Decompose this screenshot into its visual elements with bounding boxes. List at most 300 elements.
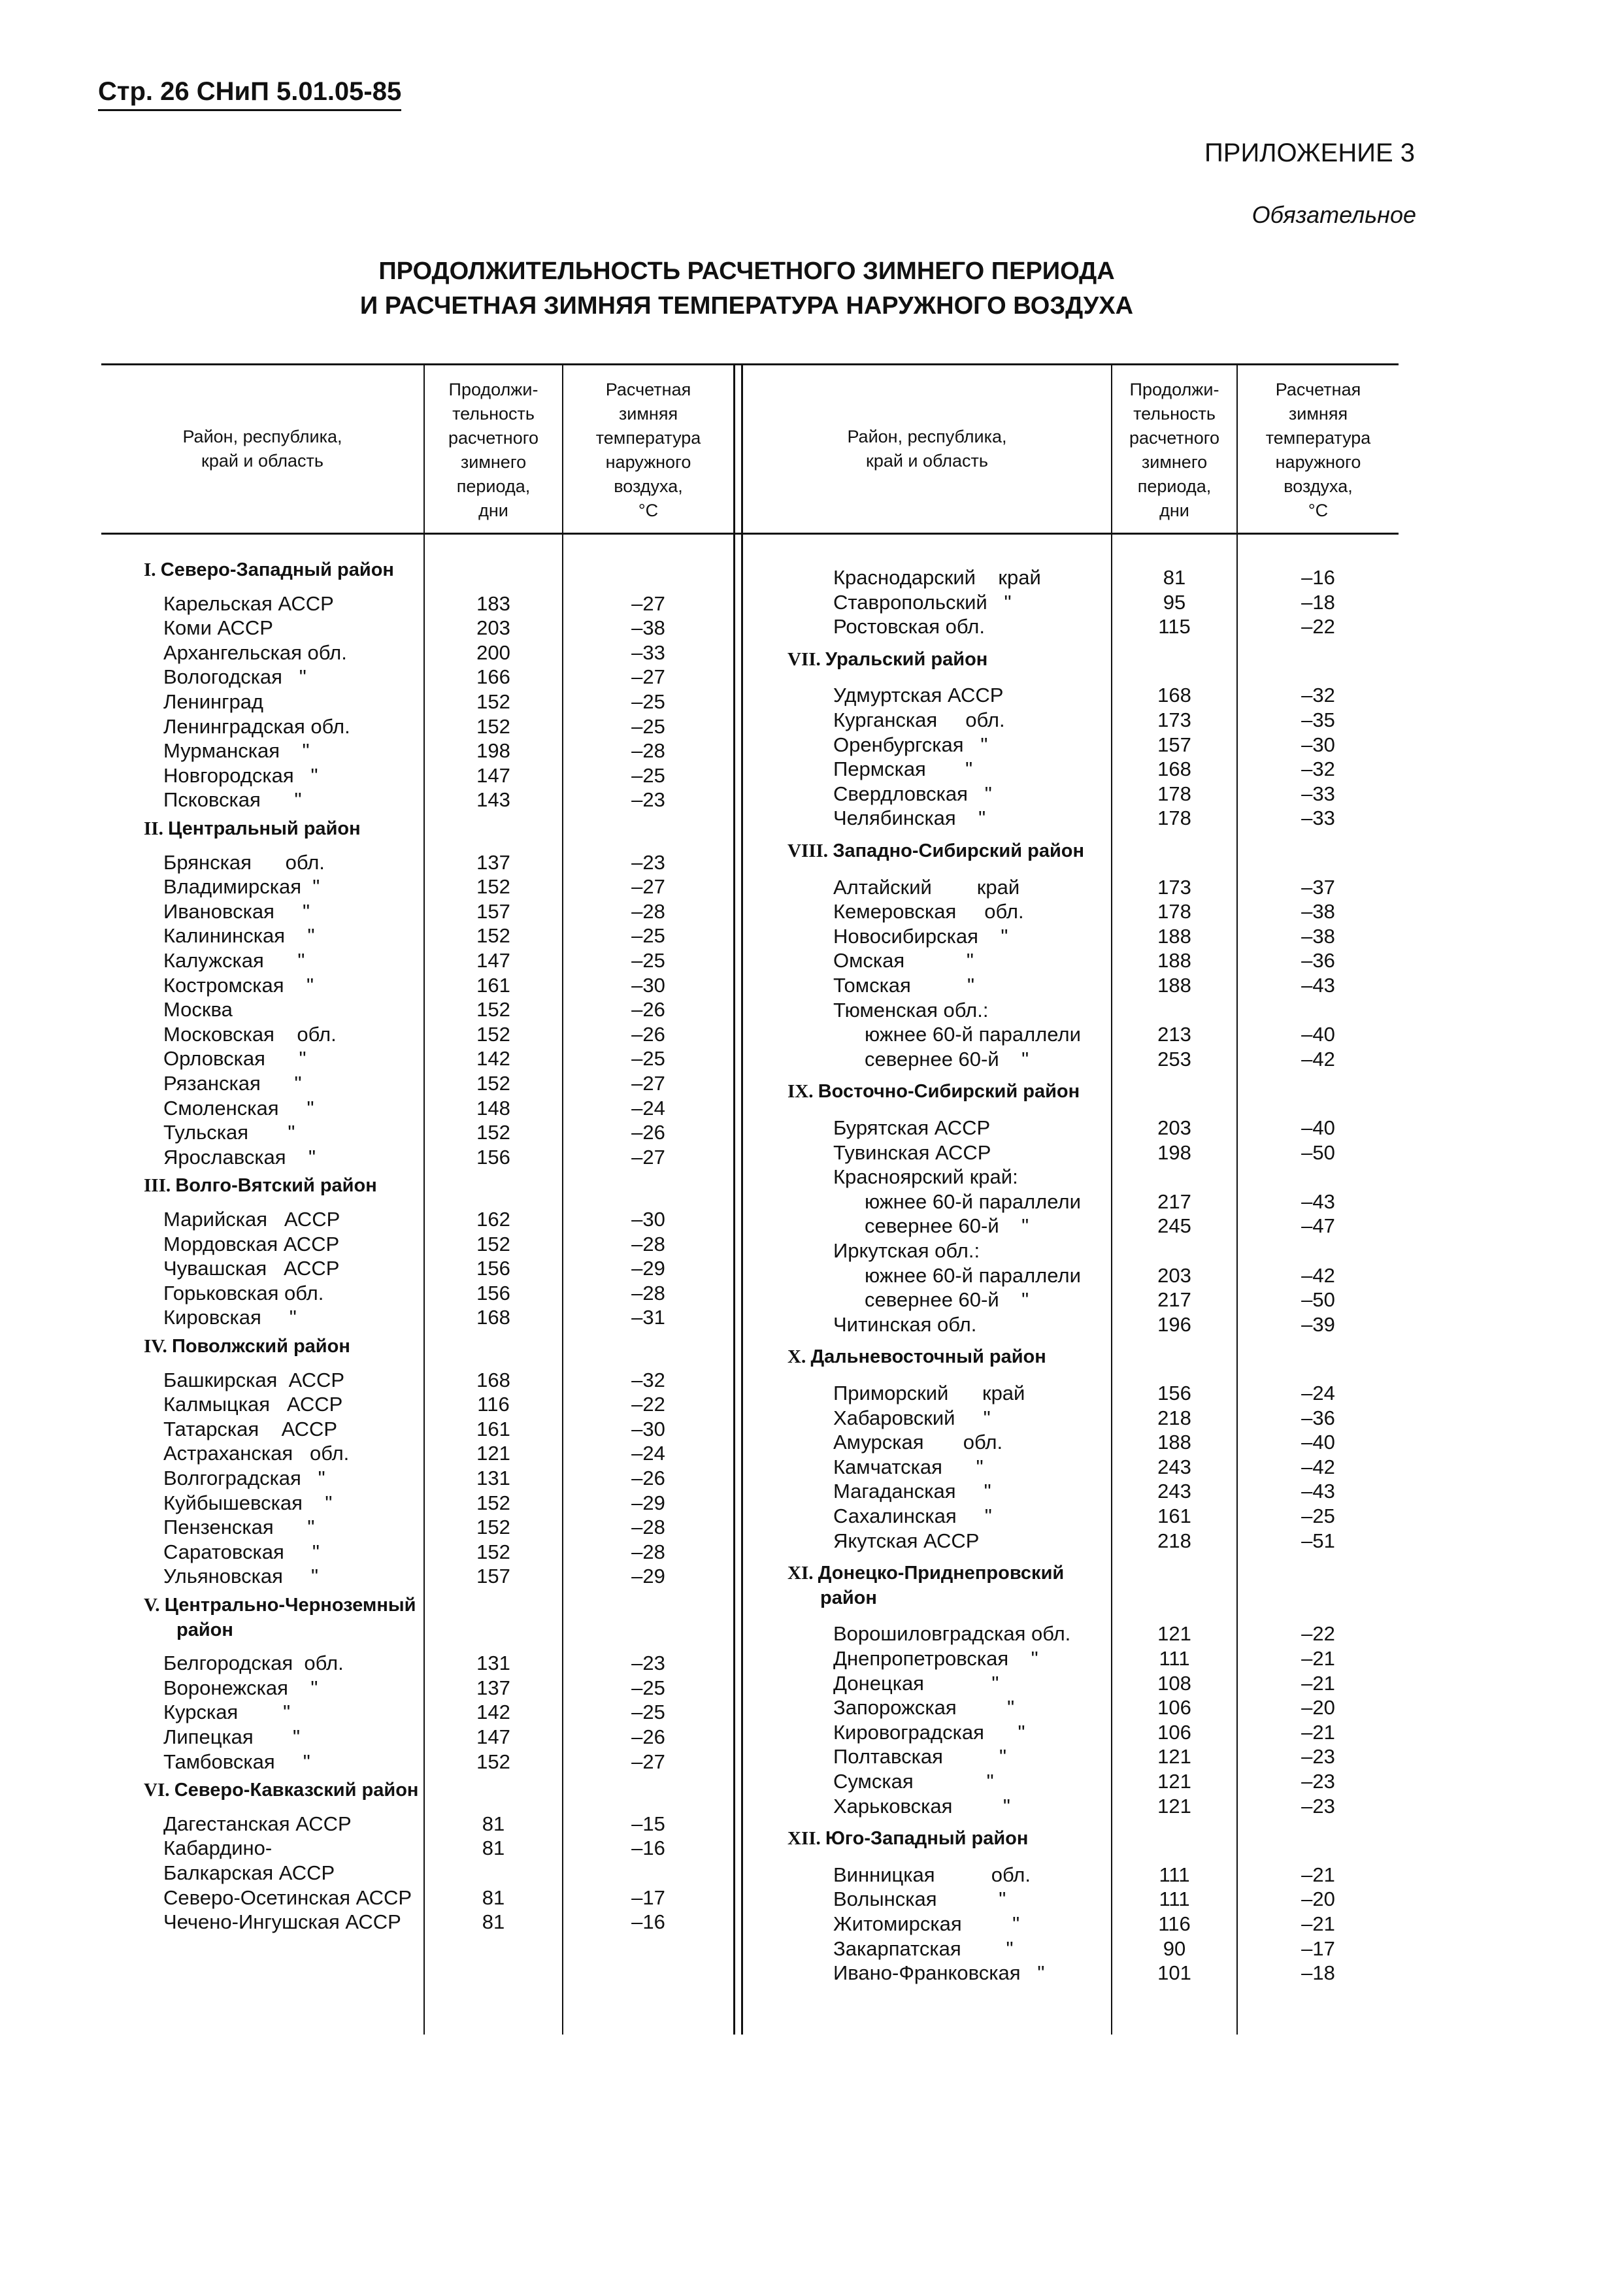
right-row-name: Пермская "	[833, 757, 973, 781]
right-row-temperature: –43	[1301, 1189, 1335, 1213]
right-row-temperature: –25	[1301, 1504, 1335, 1527]
left-row-duration: 203	[476, 616, 510, 640]
left-row-duration: 161	[476, 973, 510, 997]
left-row-duration: 156	[476, 1257, 510, 1280]
right-row-duration: 168	[1157, 757, 1191, 781]
right-row-duration: 253	[1157, 1047, 1191, 1071]
left-row-duration: 131	[476, 1652, 510, 1675]
right-row-temperature: –33	[1301, 782, 1335, 805]
right-row-name: Томская "	[833, 974, 974, 997]
left-row-name: Саратовская "	[163, 1540, 320, 1563]
right-row-temperature: –35	[1301, 708, 1335, 731]
left-row-name: Коми АССР	[163, 616, 273, 640]
left-row-temperature: –28	[631, 1232, 665, 1255]
right-row-name: Харьковская "	[833, 1794, 1010, 1818]
region-name: Северо-Западный район	[160, 559, 394, 580]
right-row-duration: 90	[1163, 1937, 1186, 1960]
left-row-temperature: –16	[631, 1837, 665, 1860]
right-region-heading	[787, 1561, 1064, 1585]
region-number: XII.	[787, 1828, 826, 1850]
left-region-heading-cont: район	[176, 1619, 233, 1640]
left-row-duration: 81	[482, 1812, 505, 1835]
left-row-temperature: –22	[631, 1393, 665, 1416]
right-row-duration: 196	[1157, 1312, 1191, 1336]
right-row-duration: 203	[1157, 1116, 1191, 1139]
right-row-duration: 156	[1157, 1382, 1191, 1405]
left-row-temperature: –26	[631, 1121, 665, 1144]
left-row-temperature: –25	[631, 714, 665, 738]
left-row-temperature: –24	[631, 1442, 665, 1465]
left-row-temperature: –27	[631, 1145, 665, 1169]
right-row-name: Курганская обл.	[833, 708, 1005, 731]
left-row-temperature: –30	[631, 973, 665, 997]
right-row-temperature: –50	[1301, 1288, 1335, 1312]
left-row-duration: 161	[476, 1417, 510, 1440]
right-row-name: Челябинская "	[833, 806, 986, 830]
right-row-temperature: –40	[1301, 1116, 1335, 1139]
left-row-temperature: –38	[631, 616, 665, 640]
right-row-name: Бурятская АССР	[833, 1116, 991, 1139]
right-header-temperature: Расчетная зимняя температура наружного воздуха, °С	[1265, 380, 1371, 520]
left-row-duration: 121	[476, 1442, 510, 1465]
right-header-duration: Продолжи- тельность расчетного зимнего периода, дни	[1129, 380, 1219, 520]
left-row-name: Башкирская АССР	[163, 1368, 345, 1391]
right-row-temperature: –38	[1301, 900, 1335, 923]
left-row-name: Марийская АССР	[163, 1208, 340, 1231]
left-region-heading	[144, 1335, 350, 1358]
right-row-duration: 217	[1157, 1288, 1191, 1312]
right-row-duration: 217	[1157, 1189, 1191, 1213]
region-name: Центрально-Черноземный	[164, 1595, 416, 1616]
left-row-duration: 152	[476, 714, 510, 738]
right-row-name: Магаданская "	[833, 1480, 991, 1503]
right-row-temperature: –42	[1301, 1263, 1335, 1287]
left-row-temperature: –26	[631, 1725, 665, 1748]
left-row-name: Мурманская "	[163, 739, 310, 763]
right-row-duration: 243	[1157, 1455, 1191, 1478]
right-row-duration: 243	[1157, 1480, 1191, 1503]
left-row-duration: 166	[476, 665, 510, 689]
left-row-temperature: –28	[631, 1540, 665, 1563]
right-row-duration: 111	[1159, 1887, 1190, 1911]
left-row-temperature: –28	[631, 1281, 665, 1305]
left-row-temperature: –28	[631, 739, 665, 763]
left-header-temperature: Расчетная зимняя температура наружного воздуха, °С	[595, 380, 701, 520]
mandatory-label: Обязательное	[1251, 201, 1416, 228]
left-row-name: Куйбышевская "	[163, 1491, 333, 1514]
left-row-temperature: –15	[631, 1812, 665, 1835]
left-row-duration: 152	[476, 1022, 510, 1046]
right-row-temperature: –36	[1301, 949, 1335, 972]
right-row-duration: 101	[1157, 1961, 1191, 1985]
left-row-temperature: –17	[631, 1886, 665, 1909]
left-row-duration: 152	[476, 1121, 510, 1144]
right-row-name: Алтайский край	[833, 875, 1020, 899]
region-name: Дальневосточный район	[810, 1346, 1046, 1368]
right-row-name: Донецкая "	[833, 1671, 999, 1695]
left-row-name: Чечено-Ингушская АССР	[163, 1910, 401, 1934]
left-row-temperature: –29	[631, 1257, 665, 1280]
left-row-name: Калининская "	[163, 924, 315, 948]
left-row-duration: 147	[476, 1725, 510, 1748]
right-row-name: севернее 60-й "	[865, 1214, 1029, 1238]
region-name: Донецко-Приднепровский	[818, 1563, 1065, 1584]
left-row-temperature: –25	[631, 1676, 665, 1699]
table-top-rule	[101, 363, 1399, 365]
left-row-temperature: –31	[631, 1306, 665, 1329]
right-row-temperature: –18	[1301, 1961, 1335, 1985]
left-row-name: Тульская "	[163, 1121, 295, 1144]
left-row-name: Курская "	[163, 1701, 291, 1724]
right-row-name: Амурская обл.	[833, 1431, 1003, 1454]
right-row-temperature: –42	[1301, 1047, 1335, 1071]
left-row-name: Архангельская обл.	[163, 640, 347, 664]
right-row-duration: 121	[1157, 1745, 1191, 1769]
right-row-name: Тувинская АССР	[833, 1140, 991, 1164]
right-row-name: Днепропетровская "	[833, 1647, 1038, 1670]
right-region-heading	[787, 839, 1084, 863]
right-region-heading-cont: район	[820, 1587, 877, 1608]
left-row-name: Ленинград	[163, 690, 264, 713]
left-row-duration: 152	[476, 1750, 510, 1773]
region-number: VI.	[144, 1780, 174, 1801]
region-name: Центральный район	[168, 818, 361, 839]
left-row-name: Рязанская "	[163, 1072, 302, 1095]
right-row-temperature: –18	[1301, 590, 1335, 614]
left-region-heading	[144, 1778, 418, 1802]
right-row-name: Кемеровская обл.	[833, 900, 1024, 923]
right-row-temperature: –36	[1301, 1406, 1335, 1429]
region-number: I.	[144, 559, 161, 580]
right-row-name: Ивано-Франковская "	[833, 1961, 1045, 1985]
right-row-duration: 173	[1157, 875, 1191, 899]
right-row-name: Якутская АССР	[833, 1529, 980, 1552]
right-row-temperature: –21	[1301, 1671, 1335, 1695]
right-row-duration: 121	[1157, 1794, 1191, 1818]
right-row-name: южнее 60-й параллели	[865, 1263, 1081, 1287]
left-row-duration: 147	[476, 763, 510, 787]
region-number: IX.	[787, 1081, 818, 1103]
left-row-duration: 81	[482, 1886, 505, 1909]
right-row-name: Полтавская "	[833, 1745, 1007, 1769]
right-row-duration: 106	[1157, 1696, 1191, 1720]
right-row-name: Закарпатская "	[833, 1937, 1014, 1960]
left-row-temperature: –27	[631, 1750, 665, 1773]
right-row-duration: 178	[1157, 806, 1191, 830]
left-row-duration: 162	[476, 1208, 510, 1231]
left-row-name-cont: Балкарская АССР	[163, 1861, 335, 1884]
region-number: III.	[144, 1175, 176, 1197]
left-row-temperature: –23	[631, 850, 665, 874]
right-row-name: Красноярский край:	[833, 1165, 1018, 1189]
right-row-temperature: –32	[1301, 684, 1335, 707]
left-row-duration: 81	[482, 1837, 505, 1860]
left-row-temperature: –23	[631, 1652, 665, 1675]
left-row-name: Ленинградская обл.	[163, 714, 350, 738]
left-row-duration: 116	[477, 1393, 510, 1416]
right-row-temperature: –21	[1301, 1647, 1335, 1670]
right-row-name: Свердловская "	[833, 782, 992, 805]
right-row-duration: 188	[1157, 974, 1191, 997]
left-row-name: Смоленская "	[163, 1096, 314, 1120]
left-row-name: Белгородская обл.	[163, 1652, 344, 1675]
right-row-name: Новосибирская "	[833, 924, 1008, 948]
left-row-temperature: –29	[631, 1565, 665, 1588]
left-row-temperature: –28	[631, 899, 665, 923]
right-row-name: Тюменская обл.:	[833, 998, 989, 1022]
left-header-region: Район, республика, край и область	[182, 427, 342, 471]
left-row-name: Северо-Осетинская АССР	[163, 1886, 412, 1909]
right-row-duration: 95	[1163, 590, 1186, 614]
right-row-name: Омская "	[833, 949, 974, 972]
left-row-name: Новгородская "	[163, 763, 318, 787]
center-divider-a	[733, 365, 735, 2035]
left-row-temperature: –25	[631, 690, 665, 713]
right-row-duration: 116	[1158, 1912, 1191, 1935]
right-row-temperature: –20	[1301, 1887, 1335, 1911]
region-name: Поволжский район	[172, 1336, 350, 1357]
left-row-name: Владимирская "	[163, 875, 320, 899]
left-row-duration: 148	[476, 1096, 510, 1120]
right-row-name: Волынская "	[833, 1887, 1006, 1911]
left-row-temperature: –26	[631, 1022, 665, 1046]
left-row-name: Кабардино-	[163, 1837, 273, 1860]
right-row-duration: 198	[1157, 1140, 1191, 1164]
left-row-duration: 142	[476, 1047, 510, 1071]
left-row-temperature: –26	[631, 998, 665, 1022]
right-row-temperature: –39	[1301, 1312, 1335, 1336]
left-row-name: Орловская "	[163, 1047, 307, 1071]
right-row-temperature: –22	[1301, 1622, 1335, 1646]
left-row-name: Липецкая "	[163, 1725, 301, 1748]
right-row-name: Приморский край	[833, 1382, 1025, 1405]
left-row-name: Татарская АССР	[163, 1417, 338, 1440]
region-name: Северо-Кавказский район	[174, 1780, 419, 1801]
left-row-name: Волгоградская "	[163, 1467, 325, 1489]
left-row-duration: 152	[476, 690, 510, 713]
right-region-heading	[787, 1080, 1080, 1103]
left-row-name: Тамбовская "	[163, 1750, 310, 1773]
left-row-temperature: –25	[631, 1047, 665, 1071]
left-row-name: Московская обл.	[163, 1022, 337, 1046]
title-line-1: ПРОДОЛЖИТЕЛЬНОСТЬ РАСЧЕТНОГО ЗИМНЕГО ПЕРИОДА	[378, 258, 1115, 285]
left-row-duration: 152	[476, 1232, 510, 1255]
right-row-name: южнее 60-й параллели	[865, 1189, 1081, 1213]
left-row-name: Горьковская обл.	[163, 1281, 324, 1305]
right-row-duration: 111	[1159, 1863, 1190, 1886]
left-row-name: Ульяновская "	[163, 1565, 318, 1588]
left-row-duration: 152	[476, 1491, 510, 1514]
left-row-duration: 152	[476, 1540, 510, 1563]
right-row-name: Запорожская "	[833, 1696, 1015, 1720]
left-row-duration: 168	[476, 1306, 510, 1329]
table-header-rule	[101, 533, 1399, 535]
right-row-duration: 245	[1157, 1214, 1191, 1238]
right-row-duration: 218	[1157, 1406, 1191, 1429]
left-row-duration: 183	[476, 591, 510, 615]
left-row-duration: 152	[476, 998, 510, 1022]
left-row-duration: 152	[476, 1072, 510, 1095]
left-row-temperature: –27	[631, 875, 665, 899]
right-row-duration: 121	[1157, 1622, 1191, 1646]
right-row-name: Ворошиловградская обл.	[833, 1622, 1071, 1646]
right-row-temperature: –42	[1301, 1455, 1335, 1478]
page-header: Стр. 26 СНиП 5.01.05-85	[98, 77, 401, 111]
right-row-temperature: –17	[1301, 1937, 1335, 1960]
left-region-heading	[144, 817, 361, 840]
right-row-duration: 203	[1157, 1263, 1191, 1287]
right-row-name: Камчатская "	[833, 1455, 984, 1478]
left-row-name: Калужская "	[163, 949, 305, 972]
right-row-temperature: –23	[1301, 1794, 1335, 1818]
left-row-duration: 137	[476, 850, 510, 874]
left-row-name: Брянская обл.	[163, 850, 325, 874]
right-row-name: Хабаровский "	[833, 1406, 991, 1429]
right-row-temperature: –51	[1301, 1529, 1335, 1552]
left-row-duration: 81	[482, 1910, 505, 1934]
right-row-temperature: –32	[1301, 757, 1335, 781]
right-row-temperature: –40	[1301, 1023, 1335, 1046]
region-name: Восточно-Сибирский район	[818, 1081, 1080, 1103]
region-number: X.	[787, 1346, 811, 1368]
left-row-temperature: –23	[631, 788, 665, 812]
right-row-duration: 213	[1157, 1023, 1191, 1046]
left-row-name: Чувашская АССР	[163, 1257, 340, 1280]
left-row-duration: 142	[476, 1701, 510, 1724]
left-region-heading	[144, 558, 394, 582]
left-row-name: Кировская "	[163, 1306, 297, 1329]
left-row-temperature: –24	[631, 1096, 665, 1120]
right-row-name: Иркутская обл.:	[833, 1239, 980, 1262]
left-row-duration: 152	[476, 875, 510, 899]
right-row-duration: 111	[1159, 1647, 1190, 1670]
right-row-temperature: –50	[1301, 1140, 1335, 1164]
right-row-name: севернее 60-й "	[865, 1288, 1029, 1312]
left-row-duration: 200	[476, 640, 510, 664]
left-row-duration: 156	[476, 1281, 510, 1305]
left-row-temperature: –25	[631, 1701, 665, 1724]
right-row-temperature: –21	[1301, 1720, 1335, 1744]
left-row-duration: 131	[476, 1467, 510, 1489]
left-row-temperature: –25	[631, 924, 665, 948]
right-row-name: Читинская обл.	[833, 1312, 977, 1336]
right-region-heading	[787, 648, 987, 671]
left-row-temperature: –27	[631, 665, 665, 689]
right-row-name: Житомирская "	[833, 1912, 1020, 1935]
right-row-duration: 173	[1157, 708, 1191, 731]
left-row-temperature: –29	[631, 1491, 665, 1514]
right-row-temperature: –21	[1301, 1912, 1335, 1935]
left-row-duration: 152	[476, 1516, 510, 1539]
left-row-name: Пензенская "	[163, 1516, 315, 1539]
right-header-region: Район, республика, край и область	[847, 427, 1007, 471]
right-row-duration: 121	[1157, 1770, 1191, 1793]
right-row-temperature: –22	[1301, 615, 1335, 639]
left-row-name: Ивановская "	[163, 899, 310, 923]
right-row-duration: 108	[1157, 1671, 1191, 1695]
right-row-duration: 81	[1163, 566, 1186, 589]
left-row-duration: 147	[476, 949, 510, 972]
left-row-temperature: –30	[631, 1208, 665, 1231]
right-row-temperature: –16	[1301, 566, 1335, 589]
right-row-temperature: –20	[1301, 1696, 1335, 1720]
right-row-duration: 115	[1158, 615, 1191, 639]
left-row-temperature: –25	[631, 949, 665, 972]
left-row-temperature: –30	[631, 1417, 665, 1440]
region-number: VII.	[787, 648, 826, 670]
right-row-temperature: –23	[1301, 1745, 1335, 1769]
left-row-name: Ярославская "	[163, 1145, 316, 1169]
region-number: II.	[144, 818, 169, 839]
left-row-duration: 156	[476, 1145, 510, 1169]
right-row-duration: 218	[1157, 1529, 1191, 1552]
left-row-duration: 137	[476, 1676, 510, 1699]
right-region-heading	[787, 1345, 1046, 1369]
left-row-temperature: –28	[631, 1516, 665, 1539]
right-row-duration: 157	[1157, 733, 1191, 756]
left-row-name: Карельская АССР	[163, 591, 334, 615]
left-row-name: Псковская "	[163, 788, 302, 812]
appendix-label: ПРИЛОЖЕНИЕ 3	[1204, 139, 1415, 167]
left-row-temperature: –27	[631, 591, 665, 615]
left-row-temperature: –16	[631, 1910, 665, 1934]
right-row-duration: 168	[1157, 684, 1191, 707]
left-row-temperature: –26	[631, 1467, 665, 1489]
left-row-duration: 143	[476, 788, 510, 812]
center-divider-b	[741, 365, 743, 2035]
region-number: VIII.	[787, 840, 833, 861]
right-row-name: Сумская "	[833, 1770, 994, 1793]
right-row-name: Ростовская обл.	[833, 615, 985, 639]
right-row-temperature: –40	[1301, 1431, 1335, 1454]
right-region-heading	[787, 1827, 1028, 1850]
left-row-name: Вологодская "	[163, 665, 307, 689]
left-row-name: Астраханская обл.	[163, 1442, 350, 1465]
left-row-name: Воронежская "	[163, 1676, 318, 1699]
left-row-duration: 168	[476, 1368, 510, 1391]
right-row-duration: 188	[1157, 949, 1191, 972]
left-row-name: Калмыцкая АССР	[163, 1393, 343, 1416]
left-row-name: Мордовская АССР	[163, 1232, 340, 1255]
region-name: Юго-Западный район	[825, 1828, 1029, 1850]
left-row-duration: 152	[476, 924, 510, 948]
left-row-temperature: –27	[631, 1072, 665, 1095]
right-row-name: Ставропольский "	[833, 590, 1012, 614]
right-row-duration: 188	[1157, 1431, 1191, 1454]
region-name: Волго-Вятский район	[175, 1175, 377, 1197]
left-row-duration: 157	[476, 899, 510, 923]
left-header-duration: Продолжи- тельность расчетного зимнего периода, дни	[448, 380, 539, 520]
left-row-name: Костромская "	[163, 973, 314, 997]
title-line-2: И РАСЧЕТНАЯ ЗИМНЯЯ ТЕМПЕРАТУРА НАРУЖНОГО ВОЗДУХА	[359, 292, 1134, 320]
left-row-duration: 198	[476, 739, 510, 763]
right-row-name: Удмуртская АССР	[833, 684, 1004, 707]
right-row-duration: 188	[1157, 924, 1191, 948]
right-row-temperature: –24	[1301, 1382, 1335, 1405]
region-name: Уральский район	[825, 648, 988, 670]
right-row-name: Кировоградская "	[833, 1720, 1025, 1744]
right-row-name: южнее 60-й параллели	[865, 1023, 1081, 1046]
right-row-duration: 178	[1157, 900, 1191, 923]
right-row-temperature: –43	[1301, 974, 1335, 997]
right-row-temperature: –38	[1301, 924, 1335, 948]
left-row-temperature: –33	[631, 640, 665, 664]
right-row-temperature: –30	[1301, 733, 1335, 756]
left-row-name: Москва	[163, 998, 233, 1022]
left-region-heading	[144, 1593, 416, 1617]
region-number: XI.	[787, 1563, 818, 1584]
right-row-name: Оренбургская "	[833, 733, 988, 756]
